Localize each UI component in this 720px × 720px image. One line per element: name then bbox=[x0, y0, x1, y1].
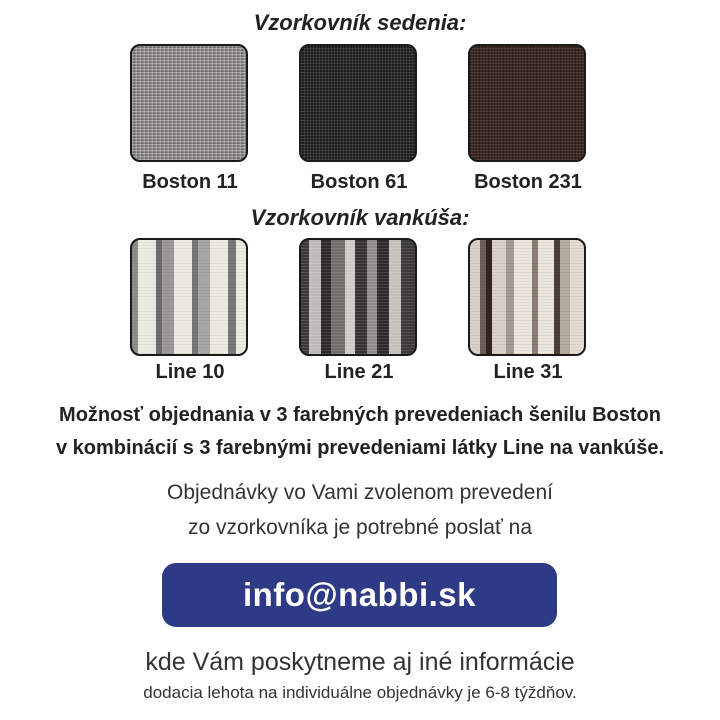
description-line-2: v kombinácií s 3 farebnými prevedeniami látky Line na vankúše. bbox=[55, 437, 665, 459]
swatch-line-21[interactable] bbox=[299, 238, 417, 356]
email-button[interactable] bbox=[162, 563, 557, 627]
delivery-time-line: dodacia lehota na individuálne objednávky je 6-8 týždňov. bbox=[143, 683, 577, 702]
swatch-line-31[interactable] bbox=[468, 238, 586, 356]
cushion-swatches-heading: Vzorkovník vankúša: bbox=[250, 205, 470, 230]
order-info-line-1: Objednávky vo Vami zvolenom prevedení bbox=[167, 481, 553, 504]
swatch-label-boston-231: Boston 231 bbox=[474, 171, 582, 193]
swatch-boston-61[interactable] bbox=[299, 44, 417, 162]
footer-info-line: kde Vám poskytneme aj iné informácie bbox=[145, 648, 575, 676]
description-line-1: Možnosť objednania v 3 farebných prevedeniach šenilu Boston bbox=[59, 404, 661, 426]
swatch-label-boston-11: Boston 11 bbox=[142, 171, 238, 193]
swatch-label-line-31: Line 31 bbox=[493, 361, 563, 383]
swatch-label-line-21: Line 21 bbox=[324, 361, 394, 383]
swatch-line-10[interactable] bbox=[130, 238, 248, 356]
seat-swatches-heading: Vzorkovník sedenia: bbox=[253, 10, 467, 35]
order-info-line-2: zo vzorkovníka je potrebné poslať na bbox=[187, 516, 533, 539]
email-address[interactable]: info@nabbi.sk bbox=[242, 576, 477, 613]
swatch-label-boston-61: Boston 61 bbox=[310, 171, 408, 193]
swatch-boston-231[interactable] bbox=[468, 44, 586, 162]
swatch-label-line-10: Line 10 bbox=[155, 361, 225, 383]
swatch-boston-11[interactable] bbox=[130, 44, 248, 162]
